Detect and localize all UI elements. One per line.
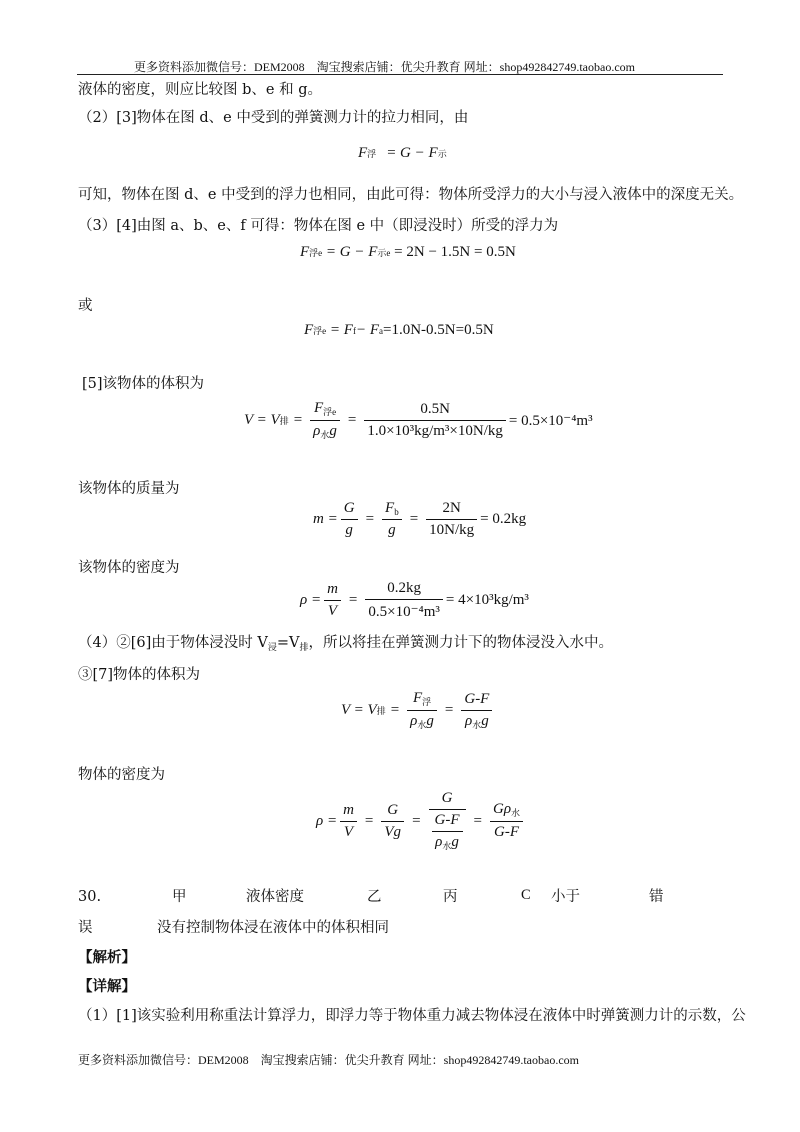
text-line: 该物体的质量为 <box>78 481 180 497</box>
equation-buoyancy-e: F 浮e = G − F 示e = 2N − 1.5N = 0.5N <box>300 244 516 260</box>
text-line: 或 <box>78 298 93 314</box>
text-line: ③[7]物体的体积为 <box>78 667 201 683</box>
answer-3: 乙 <box>367 889 382 905</box>
answer-1: 甲 <box>172 889 187 905</box>
text-line: （1）[1]该实验利用称重法计算浮力，即浮力等于物体重力减去物体浸在液体中时弹簧测力计的示数，公 <box>78 1008 746 1024</box>
question-number: 30. <box>78 889 102 905</box>
answer-2: 液体密度 <box>246 889 304 905</box>
text-line: （2）[3]物体在图 d、e 中受到的弹簧测力计的拉力相同，由 <box>78 110 469 126</box>
equation-buoyancy: F 浮 = G − F 示 <box>358 145 447 161</box>
text-line: （3）[4]由图 a、b、e、f 可得：物体在图 e 中（即浸没时）所受的浮力为 <box>78 218 559 234</box>
equation-density: ρ = $\frac{m}{V}$ = $\frac{0.2kg}{\text{0.5×10⁻⁴m³}}$ = 4×10³kg/m³ <box>300 580 529 620</box>
answer-7-cont: 误 <box>78 920 93 936</box>
answer-8: 没有控制物体浸在液体中的体积相同 <box>157 920 389 936</box>
answer-7: 错 <box>649 889 664 905</box>
answer-4: 丙 <box>443 889 458 905</box>
section-detail: 【详解】 <box>78 978 136 995</box>
equation-buoyancy-alt: F 浮e = F f − F a =1.0N-0.5N=0.5N <box>304 322 494 338</box>
header-rule <box>77 74 723 75</box>
equation-mass: m = $\frac{G}{g}$ = $\frac{F_b}{g}$ = $\frac{2N}{10N/kg}$ = 0.2kg <box>313 500 527 538</box>
text-line: 物体的密度为 <box>78 767 165 783</box>
page-footer: 更多资料添加微信号：DEM2008 淘宝搜索店铺：优尖升教育 网址：shop492842749.taobao.com <box>78 1053 579 1067</box>
section-analysis: 【解析】 <box>78 949 136 966</box>
text-line: （4）②[6]由于物体浸没时 $V_浸=V_排$，所以将挂在弹簧测力计下的物体浸没入水中。 <box>78 635 614 653</box>
answer-5: C <box>521 887 531 903</box>
equation-volume-general: V = V 排 = $\frac{F_浮}{\rho_水g}$ = $\frac{G-F}{\rho_水g}$ <box>341 690 495 731</box>
answer-6: 小于 <box>551 889 580 905</box>
text-line: 可知，物体在图 d、e 中受到的浮力也相同，由此可得：物体所受浮力的大小与浸入液体中的深度无关。 <box>78 187 744 203</box>
text-line: [5]该物体的体积为 <box>82 376 205 392</box>
equation-volume: V = V 排 = $\frac{F_{浮e}}{\rho_水g}$ = $\frac{0.5N}{\text{1.0×10³kg/m³×10N/kg}}$ = 0.5×10⁻⁴m³ <box>244 400 593 440</box>
equation-density-general: ρ = $\frac{m}{V}$ = $\frac{G}{Vg}$ = $\frac{G}{\frac{G-F}{\rho_水g}}$ = $\frac{G\rho_水}{G-F}$ <box>316 790 526 852</box>
text-line: 液体的密度，则应比较图 b、e 和 g。 <box>78 82 322 98</box>
page-header: 更多资料添加微信号：DEM2008 淘宝搜索店铺：优尖升教育 网址：shop492842749.taobao.com <box>134 60 635 74</box>
text-line: 该物体的密度为 <box>78 560 180 576</box>
